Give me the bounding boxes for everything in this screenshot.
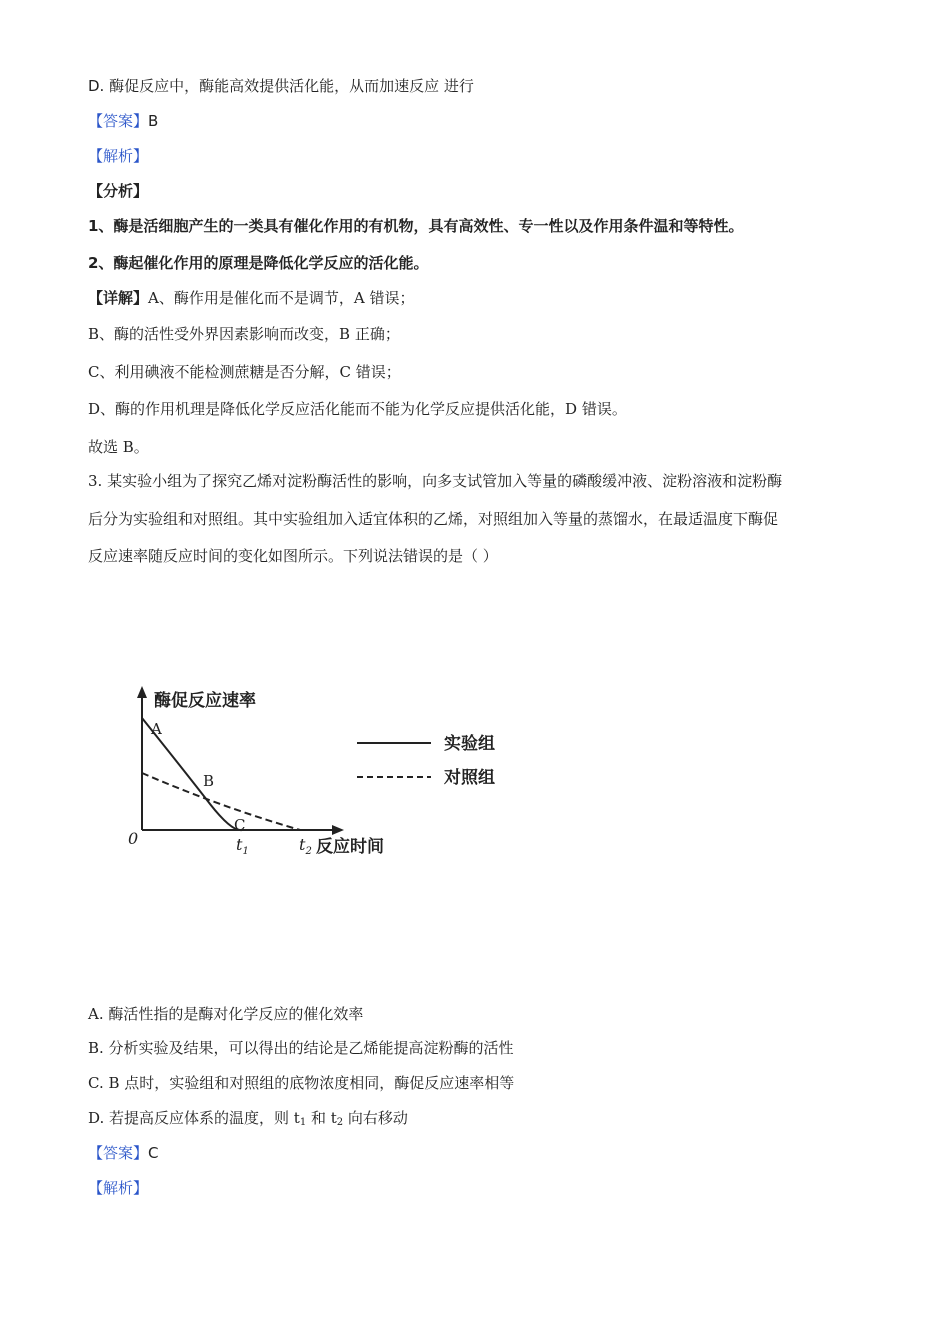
point-b-label: B (203, 772, 215, 790)
fenxi-point-1: 1、酶是活细胞产生的一类具有催化作用的有机物，具有高效性、专一性以及作用条件温和等特性。 (88, 217, 744, 235)
question-3-line-2: 后分为实验组和对照组。其中实验组加入适宜体积的乙烯，对照组加入等量的蒸馏水，在最适温度下酶促 (88, 510, 779, 528)
x-axis-label: 反应时间 (316, 837, 384, 857)
conclusion-line: 故选 B。 (88, 438, 149, 456)
option-d-post: 向右移动 (343, 1109, 408, 1127)
option-c: C. B 点时，实验组和对照组的底物浓度相同，酶促反应速率相等 (88, 1074, 515, 1092)
option-d-sub2: 2 (336, 1117, 344, 1128)
detail-line-a (88, 287, 414, 309)
fenxi-point-2: 2、酶起催化作用的原理是降低化学反应的活化能。 (88, 254, 429, 272)
fenxi-heading: 【分析】 (88, 182, 149, 200)
legend-dashed-label: 对照组 (444, 768, 495, 788)
detail-line-d: D、酶的作用机理是降低化学反应活化能而不能为化学反应提供活化能，D 错误。 (88, 400, 627, 418)
analysis-tag: 【解析】 (88, 147, 149, 165)
control-curve (142, 773, 300, 830)
answer-line-2 (88, 1142, 159, 1164)
origin-label: 0 (128, 829, 139, 848)
detail-tag: 【详解】 (88, 289, 149, 307)
t1-label: $t_1$ (236, 835, 249, 857)
legend-solid-label: 实验组 (444, 734, 495, 754)
detail-line-c: C、利用碘液不能检测蔗糖是否分解，C 错误； (88, 363, 401, 381)
rate-time-figure (118, 676, 538, 876)
x-axis-arrow (332, 825, 344, 835)
t2-label: $t_2$ (299, 835, 312, 857)
answer-line (88, 110, 158, 132)
option-d-sub1: 1 (299, 1117, 307, 1128)
answer-tag: 【答案】 (88, 112, 149, 130)
option-d-pre: D. 若提高反应体系的温度，则 t (88, 1109, 300, 1127)
answer-value-2: C (148, 1144, 159, 1162)
y-axis-label: 酶促反应速率 (154, 691, 256, 711)
answer-value: B (148, 112, 159, 130)
option-d-mid: 和 t (306, 1109, 337, 1127)
point-c-label: C (234, 816, 246, 834)
detail-line-b: B、酶的活性受外界因素影响而改变，B 正确； (88, 325, 400, 343)
line-option-d-prev: D. 酶促反应中，酶能高效提供活化能，从而加速反应 进行 (88, 77, 474, 95)
question-3-line-1: 3. 某实验小组为了探究乙烯对淀粉酶活性的影响，向多支试管加入等量的磷酸缓冲液、淀粉溶液和淀粉酶 (88, 472, 783, 490)
option-b: B. 分析实验及结果，可以得出的结论是乙烯能提高淀粉酶的活性 (88, 1039, 514, 1057)
option-d (88, 1107, 408, 1134)
answer-tag-2: 【答案】 (88, 1144, 149, 1162)
question-3-line-3: 反应速率随反应时间的变化如图所示。下列说法错误的是（ ） (88, 547, 498, 565)
y-axis-arrow (137, 686, 147, 698)
detail-text-a: A、酶作用是催化而不是调节，A 错误； (148, 289, 415, 307)
point-a-label: A (151, 720, 162, 738)
analysis-tag-2: 【解析】 (88, 1179, 149, 1197)
option-a: A. 酶活性指的是酶对化学反应的催化效率 (88, 1005, 364, 1023)
